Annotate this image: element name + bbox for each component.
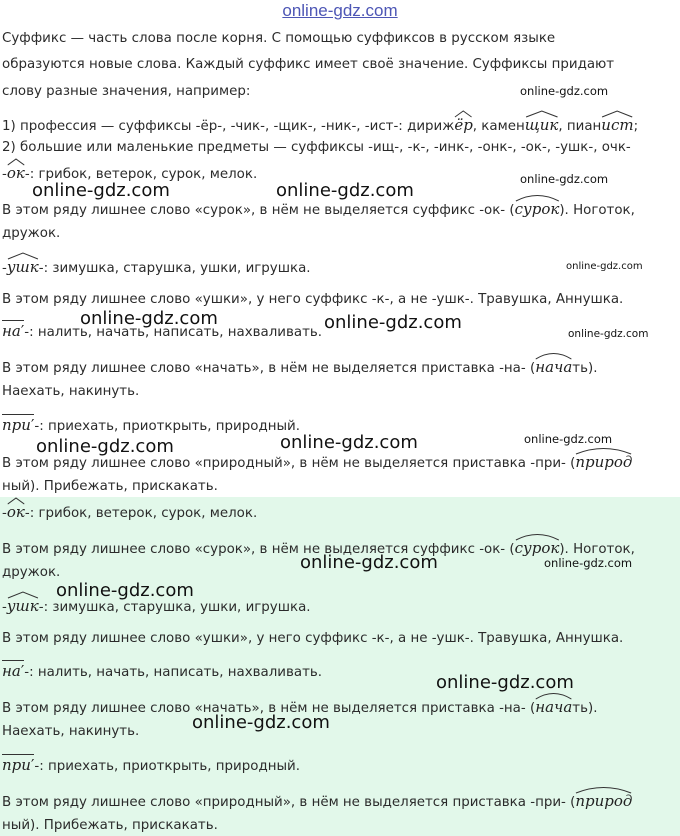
watermark: online-gdz.com [80, 308, 218, 329]
group-na-sentence-2: Наехать, накинуть. [2, 384, 140, 399]
green-group-ok-morph-line: - ок-: грибок, ветерок, сурок, мелок. [2, 503, 257, 521]
green-group-ok-sentence-1: В этом ряду лишнее слово «сурок», в нём не выделяется суффикс -ок- ( сурок). Ноготок, [2, 539, 635, 557]
intro-line-3: слову разные значения, например: [2, 84, 251, 99]
green-group-pri-morph-line: при′-: приехать, приоткрыть, природный. [2, 756, 300, 774]
intro-line-1: Суффикс — часть слова после корня. С помощью суффиксов в русском языке [2, 31, 556, 46]
suffix-ushk-mark: ушк [7, 258, 39, 276]
group-ok-sentence-2: дружок. [2, 226, 61, 241]
watermark: online-gdz.com [276, 180, 414, 201]
watermark: online-gdz.com [280, 432, 418, 453]
group-pri-morph-line: при′-: приехать, приоткрыть, природный. [2, 416, 300, 434]
suffix-ist: ист [601, 116, 633, 134]
green-group-ok-sentence-2: дружок. [2, 565, 61, 580]
group-ushk-morph-line: - ушк-: зимушка, старушка, ушки, игрушка. [2, 258, 311, 276]
green-group-ushk-morph-line: - ушк-: зимушка, старушка, ушки, игрушка. [2, 597, 311, 615]
prefix-na-mark-2: на′ [2, 662, 25, 680]
watermark: online-gdz.com [524, 432, 613, 446]
green-group-ushk-sentence-1: В этом ряду лишнее слово «ушки», у него суффикс -к-, а не -ушк-. Травушка, Аннушка. [2, 631, 624, 646]
watermark: online-gdz.com [436, 672, 574, 693]
root-arc-prirod: природ [575, 453, 632, 471]
root-arc-surok-2: сурок [515, 539, 560, 557]
green-group-na-sentence-1: В этом ряду лишнее слово «начать», в нём не выделяется приставка -на- ( начать). [2, 698, 597, 716]
group-na-morph-line: на′-: налить, начать, написать, нахваливать. [2, 322, 323, 340]
watermark: online-gdz.com [544, 556, 633, 570]
watermark: online-gdz.com [32, 180, 170, 201]
group-ushk-sentence-1: В этом ряду лишнее слово «ушки», у него суффикс -к-, а не -ушк-. Травушка, Аннушка. [2, 292, 624, 307]
root-arc-surok: сурок [515, 200, 560, 218]
example-1-mid-2: , пиан [558, 119, 602, 134]
group-ok-sentence-1: В этом ряду лишнее слово «сурок», в нём не выделяется суффикс -ок- ( сурок). Ноготок, [2, 200, 635, 218]
suffix-ok-mark-2: ок [7, 503, 25, 521]
green-group-na-sentence-2: Наехать, накинуть. [2, 724, 140, 739]
site-link[interactable]: online-gdz.com [282, 1, 398, 20]
prefix-pri-mark-2: при′ [2, 756, 35, 774]
watermark: online-gdz.com [566, 261, 643, 272]
watermark: online-gdz.com [520, 84, 609, 98]
group-ok-morph-line: - ок-: грибок, ветерок, сурок, мелок. [2, 164, 257, 182]
prefix-na-mark: на′ [2, 322, 25, 340]
green-group-na-morph-line: на′-: налить, начать, написать, нахваливать. [2, 662, 323, 680]
green-group-pri-sentence-1: В этом ряду лишнее слово «природный», в нём не выделяется приставка -при- ( природ [2, 792, 632, 810]
watermark: online-gdz.com [56, 580, 194, 601]
root-arc-nacha: нача [535, 358, 572, 376]
green-group-pri-sentence-2: ный). Прибежать, прискакать. [2, 818, 218, 833]
group-pri-sentence-1: В этом ряду лишнее слово «природный», в нём не выделяется приставка -при- ( природ [2, 453, 632, 471]
example-1-mid-1: , камен [472, 119, 525, 134]
watermark: online-gdz.com [36, 436, 174, 457]
group-pri-sentence-2: ный). Прибежать, прискакать. [2, 479, 218, 494]
root-arc-prirod-2: природ [575, 792, 632, 810]
watermark: online-gdz.com [324, 312, 462, 333]
watermark: online-gdz.com [568, 328, 649, 340]
prefix-pri-mark: при′ [2, 416, 35, 434]
watermark: online-gdz.com [192, 712, 330, 733]
watermark: online-gdz.com [300, 552, 438, 573]
suffix-shchik: щик [525, 116, 559, 134]
example-1-end: ; [633, 119, 639, 134]
group-na-sentence-1: В этом ряду лишнее слово «начать», в нём не выделяется приставка -на- ( начать). [2, 358, 597, 376]
suffix-ushk-mark-2: ушк [7, 597, 39, 615]
example-1-text: 1) профессия — суффиксы -ёр-, -чик-, -щик-, -ник-, -ист-: дириж [2, 119, 455, 134]
example-1 [2, 116, 638, 134]
intro-line-2: образуются новые слова. Каждый суффикс имеет своё значение. Суффиксы придают [2, 57, 615, 72]
watermark: online-gdz.com [520, 172, 609, 186]
suffix-er: ёр [454, 116, 472, 134]
root-arc-nacha-2: нача [535, 698, 572, 716]
example-2-partial: 2) большие или маленькие предметы — суффиксы -ищ-, -к-, -инк-, -онк-, -ок-, -ушк-, очк- [2, 140, 631, 155]
suffix-ok-mark: ок [7, 164, 25, 182]
